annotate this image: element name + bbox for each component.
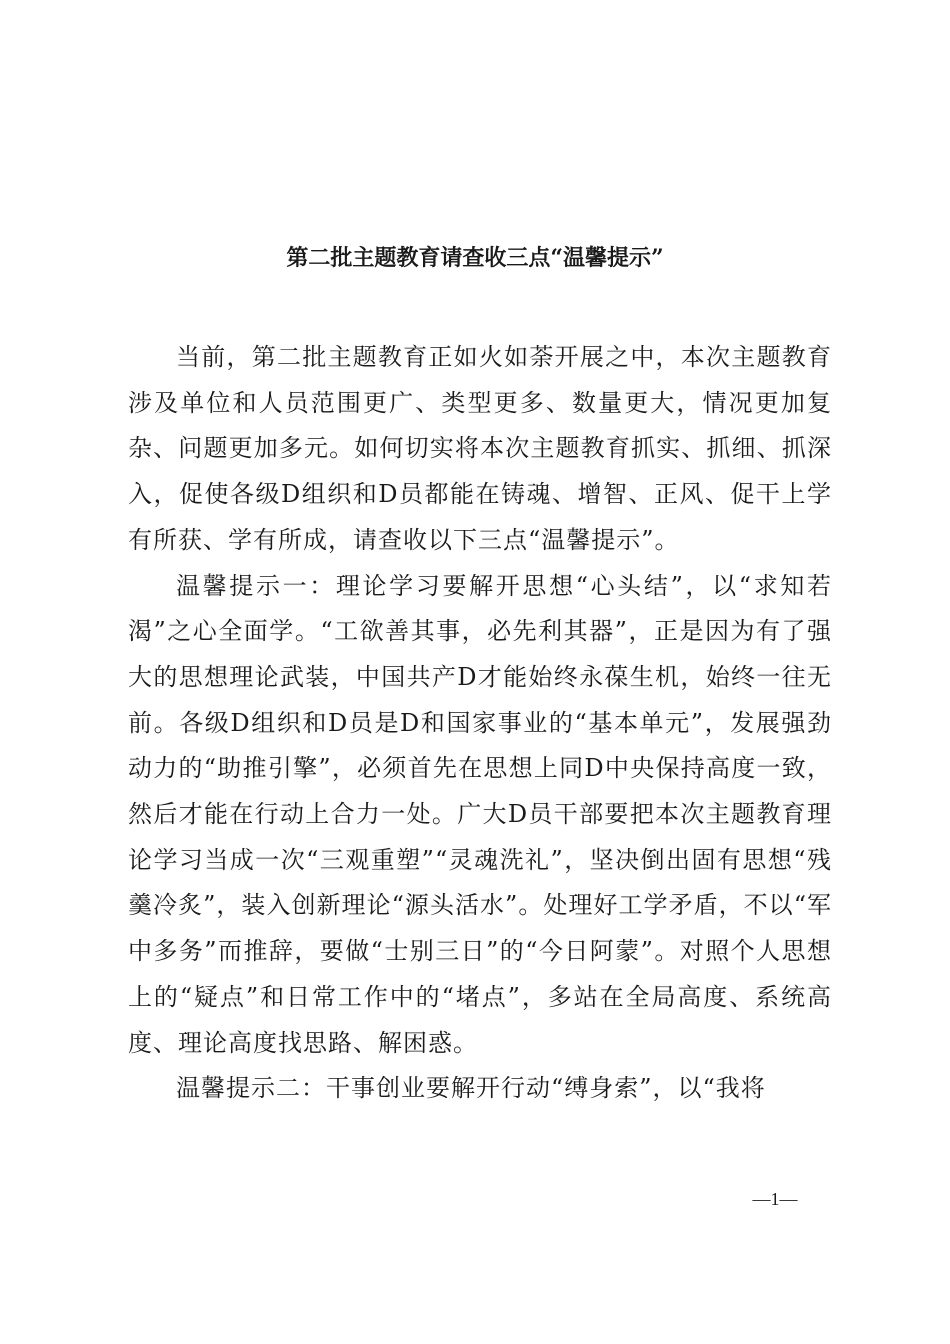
paragraph-tip-one: 温馨提示一：理论学习要解开思想“心头结”，以“求知若渴”之心全面学。“工欲善其事，必先利其器”，正是因为有了强大的思想理论武装，中国共产D才能始终永葆生机，始终一往无前。各级D组织和D员是D和国家事业的“基本单元”，发展强劲动力的“助推引擎”，必须首先在思想上同D中央保持高度一致，然后才能在行动上合力一处。广大D员干部要把本次主题教育理论学习当成一次“三观重塑”“灵魂洗礼”，坚决倒出固有思想“残羹冷炙”，装入创新理论“源头活水”。处理好工学矛盾，不以“军中多务”而推辞，要做“士别三日”的“今日阿蒙”。对照个人思想上的“疑点”和日常工作中的“堵点”，多站在全局高度、系统高度、理论高度找思路、解困惑。 (128, 571, 832, 1057)
page-number: —1— (752, 1189, 798, 1209)
paragraph-tip-two: 温馨提示二：干事创业要解开行动“缚身索”，以“我将 (176, 1074, 766, 1103)
document-title: 第二批主题教育请查收三点“温馨提示” (286, 245, 664, 271)
paragraph-intro: 当前，第二批主题教育正如火如荼开展之中，本次主题教育涉及单位和人员范围更广、类型更多、数量更大，情况更加复杂、问题更加多元。如何切实将本次主题教育抓实、抓细、抓深入，促使各级D组织和D员都能在铸魂、增智、正风、促干上学有所获、学有所成，请查收以下三点“温馨提示”。 (128, 343, 832, 554)
document-body (128, 335, 832, 1112)
